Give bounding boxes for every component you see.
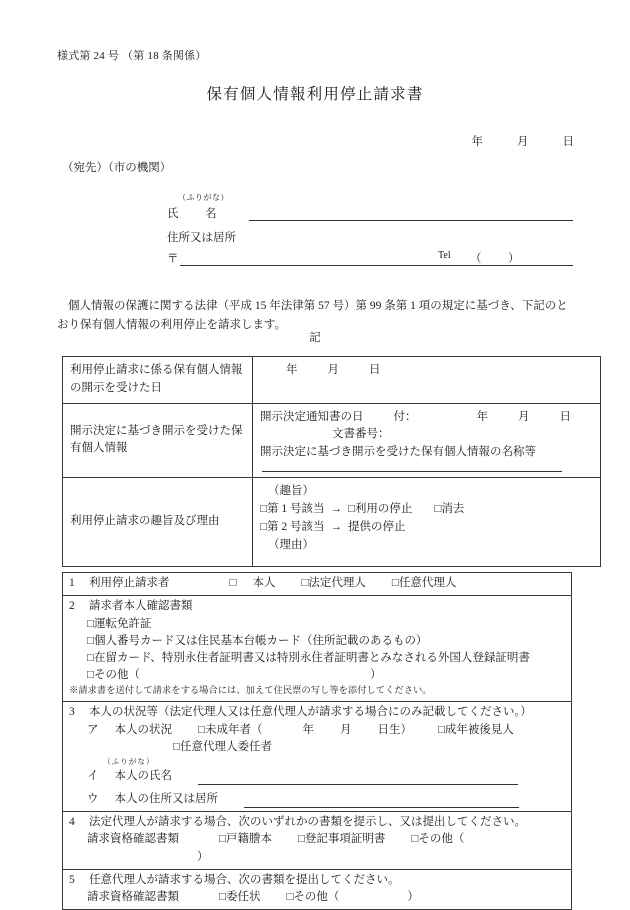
table-row (63, 403, 601, 477)
checkbox-self[interactable]: □ (229, 577, 237, 589)
lower-table (62, 572, 572, 910)
item5-number: 5 (69, 873, 75, 886)
item2-other-close: ） (369, 669, 382, 682)
checkbox-voluntary-rep[interactable]: □任意代理人 (391, 577, 457, 589)
item3-birth-year: 年 (302, 723, 314, 736)
checkbox-item5-other[interactable]: □その他（ (286, 891, 340, 904)
date-month-label: 月 (517, 136, 529, 148)
item3-u-label: ウ (87, 792, 99, 805)
name-label-part1: 氏 (167, 208, 179, 220)
item2-other-label: □その他（ (87, 669, 140, 682)
table-row (63, 478, 601, 567)
arrow-icon: → (330, 502, 342, 515)
item3-i-label: イ (87, 769, 99, 782)
row2-name-input-rule[interactable] (262, 471, 562, 472)
table-row (63, 869, 572, 910)
item2-title: 請求者本人確認書類 (89, 600, 193, 613)
addressee-label: （宛先）（市の機関） (62, 162, 172, 174)
item3-furigana-label: （ふりがな） (103, 757, 155, 767)
name-label-part2: 名 (205, 208, 217, 220)
item3-number: 3 (69, 706, 75, 719)
form-number: 様式第 24 号 （第 18 条関係） (57, 50, 207, 62)
main-table (62, 356, 601, 567)
item2-number: 2 (69, 600, 75, 613)
checkbox-item4-other[interactable]: □その他（ (411, 833, 465, 846)
item3-a-row[interactable] (69, 722, 565, 739)
postal-mark: 〒 (167, 253, 179, 265)
checkbox-stop-use[interactable]: □利用の停止 (347, 502, 413, 515)
telephone-input[interactable] (470, 250, 520, 266)
item4-doc-label: 請求資格確認書類 (87, 833, 179, 846)
table-row (63, 357, 601, 404)
item2-note: ※請求書を送付して請求をする場合には、加えて住民票の写し等を添付してください。 (69, 685, 432, 696)
row2-line1 (260, 409, 593, 427)
row2-label: 開示決定に基づき開示を受けた保有個人情報 (63, 403, 253, 477)
row1-year: 年 (286, 364, 298, 376)
date-day-label: 日 (562, 136, 574, 148)
item5-title: 任意代理人が請求する場合、次の書類を提出してください。 (89, 873, 400, 886)
checkbox-voluntary-delegator[interactable]: □任意代理人委任者 (173, 740, 272, 753)
item3-i-title: 本人の氏名 (114, 769, 172, 782)
checkbox-residence-card[interactable]: □在留カード、特別永住者証明書又は特別永住者証明書とみなされる外国人登録証明書 (87, 652, 530, 664)
address-label: 住所又は居所 (167, 232, 236, 244)
row2-year: 年 (476, 410, 488, 423)
item3-address-input-rule[interactable] (244, 807, 519, 808)
item4-options-row[interactable] (69, 831, 565, 866)
item5-doc-label: 請求資格確認書類 (87, 891, 179, 904)
row3-shushi-label: （趣旨） (268, 485, 314, 498)
row1-day: 日 (369, 364, 381, 376)
checkbox-power-of-attorney[interactable]: □委任状 (219, 891, 261, 904)
page-title: 保有個人情報利用停止請求書 (206, 86, 424, 103)
item3-birth-day: 日生） (377, 723, 412, 736)
item3-title: 本人の状況等（法定代理人又は任意代理人が請求する場合にのみ記載してください。） (89, 706, 532, 719)
item2-cell[interactable] (63, 596, 572, 702)
checkbox-item1[interactable]: □第 1 号該当 (260, 502, 325, 515)
table-row (63, 596, 572, 702)
name-label (167, 205, 217, 221)
row2-day: 日 (559, 410, 571, 423)
date-line (0, 133, 574, 149)
checkbox-minor[interactable]: □未成年者（ (198, 723, 263, 736)
name-input-rule[interactable] (249, 220, 573, 221)
checkbox-erase[interactable]: □消去 (434, 502, 465, 515)
checkbox-family-register[interactable]: □戸籍謄本 (219, 833, 272, 846)
row2-line2: 文書番号： (332, 428, 390, 441)
row3-value[interactable] (253, 478, 601, 567)
arrow-icon: → (330, 520, 342, 533)
checkbox-legal-rep[interactable]: □法定代理人 (301, 577, 366, 589)
tel-paren-open: （ (470, 253, 482, 265)
row3-option2[interactable] (260, 519, 593, 537)
row2-line3: 開示決定に基づき開示を受けた保有個人情報の名称等 (260, 446, 536, 459)
item3-i-row[interactable] (69, 768, 565, 785)
table-row (63, 702, 572, 812)
item4-title: 法定代理人が請求する場合、次のいずれかの書類を提示し、又は提出してください。 (89, 816, 526, 829)
checkbox-other-document[interactable] (69, 667, 565, 684)
telephone-label: Tel (438, 250, 451, 261)
row1-value[interactable] (253, 357, 601, 404)
row3-riyu-label: （理由） (268, 538, 314, 551)
row2-month: 月 (518, 410, 530, 423)
date-year-label: 年 (471, 136, 483, 148)
item5-cell[interactable] (63, 869, 572, 910)
item3-name-input-rule[interactable] (198, 784, 518, 785)
table-row (63, 573, 572, 596)
item1-number: 1 (69, 577, 75, 589)
item5-options-row[interactable] (69, 889, 565, 906)
row1-month: 月 (327, 364, 339, 376)
tel-paren-close: ） (508, 253, 520, 265)
furigana-label: （ふりがな） (178, 193, 229, 202)
checkbox-adult-ward[interactable]: □成年被後見人 (437, 723, 514, 736)
item3-u-row[interactable] (69, 785, 565, 808)
statement-body: 個人情報の保護に関する法律（平成 15 年法律第 57 号）第 99 条第 1 項の規定に基づき、下記のとおり保有個人情報の利用停止を請求します。 (57, 300, 568, 331)
row2-notice-label: 開示決定通知書の日 (260, 410, 364, 423)
item3-u-title: 本人の住所又は居所 (114, 792, 218, 805)
checkbox-registry-certificate[interactable]: □登記事項証明書 (297, 833, 386, 846)
row2-value[interactable] (253, 403, 601, 477)
checkbox-mynumber-card[interactable]: □個人番号カード又は住民基本台帳カード（住所記載のあるもの） (87, 634, 428, 647)
item1-title: 利用停止請求者 (89, 577, 170, 589)
checkbox-drivers-license[interactable]: □運転免許証 (87, 617, 152, 630)
label-self: 本人 (252, 577, 276, 589)
row3-option1[interactable] (260, 501, 593, 519)
checkbox-item2[interactable]: □第 2 号該当 (260, 520, 325, 533)
item3-cell[interactable] (63, 702, 572, 812)
item3-a-label: ア (87, 723, 99, 736)
row1-label: 利用停止請求に係る保有個人情報の開示を受けた日 (63, 357, 253, 404)
item3-a-title: 本人の状況 (114, 723, 172, 736)
table-row (63, 812, 572, 870)
item3-birth-month: 月 (339, 723, 352, 736)
item4-cell[interactable] (63, 812, 572, 870)
item5-other-close: ） (407, 891, 419, 904)
ki-mark: 記 (309, 332, 321, 344)
item4-number: 4 (69, 816, 75, 829)
row3-label: 利用停止請求の趣旨及び理由 (63, 478, 253, 567)
item4-other-close: ） (197, 850, 209, 863)
row2-fu-label: 付： (393, 410, 417, 423)
item1-cell[interactable] (63, 573, 572, 596)
label-stop-provision: 提供の停止 (347, 520, 406, 533)
